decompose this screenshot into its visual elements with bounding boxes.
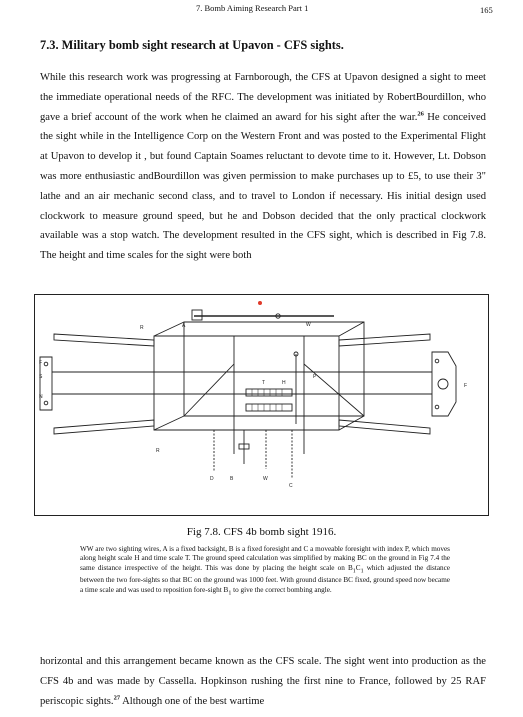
- backsight-block: [192, 310, 202, 320]
- scale-ticks: [252, 389, 282, 411]
- label-R-bottom: R: [156, 448, 160, 454]
- label-S: S: [39, 374, 43, 380]
- note-text-b: which adjusted the distance between the two fore-sights so that BC on the ground was 1000 feet. With ground distance BC fixed, ground speed now became a time scale and was used to reposition fore-sight B: [80, 563, 450, 594]
- right-bar-top: [339, 334, 430, 346]
- label-A: A: [182, 323, 186, 329]
- label-C: C: [289, 483, 293, 489]
- para1-text-b: He conceived the sight while in the Intelligence Corp on the Western Front and was posted to the Experimental Flight at Upavon to develop it , but found Captain Soames reluctant to devote time to it. However, Lt. Dobson was more enthusiastic andBourdillon was given permission to make purchases up to £5, to use their 3" lathe and an air mechanic second class, and to travel to London if necessary. His initial design used clockwork to measure ground speed, but he and Dobson decided that the only practical clockwork available was a stop watch. The development resulted in the CFS sight, which is described in Fig 7.8. The height and time scales for the sight were both: [40, 111, 486, 262]
- note-sub-3: 1: [228, 590, 232, 597]
- bomb-sight-drawing: [34, 294, 489, 516]
- label-W-top: W: [306, 322, 311, 328]
- right-bracket-hole-1: [435, 359, 439, 363]
- para1-text-a: While this research work was progressing at Farnborough, the CFS at Upavon designed a sight to meet the immediate operational needs of the RFC. The development was initiated by RobertBourdillon, who gave a brief account of the work when he claimed an award for his sight after the war.: [40, 72, 486, 123]
- label-P: P: [313, 374, 317, 380]
- body-paragraph-1: [40, 68, 486, 266]
- scale-bar-t: [246, 389, 292, 396]
- label-F-right: F: [464, 383, 468, 389]
- footnote-ref-26[interactable]: 26: [417, 110, 424, 118]
- running-title: 7. Bomb Aiming Research Part 1: [196, 3, 309, 13]
- label-W-bottom: W: [263, 476, 268, 482]
- label-H: H: [282, 380, 286, 386]
- left-bar-bottom: [54, 420, 154, 434]
- running-header: [0, 3, 523, 17]
- label-N: N: [39, 394, 43, 400]
- bomb-sight-figure: [34, 294, 489, 516]
- right-bracket-hub: [438, 379, 448, 389]
- figure-caption-note: [80, 545, 450, 598]
- label-F-left: F: [39, 360, 43, 366]
- right-bracket-hole-2: [435, 405, 439, 409]
- body-paragraph-2: [40, 652, 486, 711]
- label-D: D: [210, 476, 214, 482]
- note-text-a: WW are two sighting wires, A is a fixed backsight, B is a fixed foresight and C a moveable foresight with index P, which moves along height scale H and time scale T. The ground speed calculation was simplified by making BC on the ground in Fig 7.4 the same distance irrespective of the height. This was done by placing the height scale on B: [80, 545, 450, 572]
- note-sub-1: 1: [352, 568, 356, 575]
- page-number: 165: [480, 5, 493, 15]
- para2-text-b: Although one of the best wartime: [120, 695, 265, 707]
- figure-caption: Fig 7.8. CFS 4b bomb sight 1916.: [186, 526, 337, 538]
- left-bracket-hole-2: [44, 401, 48, 405]
- left-bar-top: [54, 334, 154, 346]
- scale-bar-h: [246, 404, 292, 411]
- para2-text-a: horizontal and this arrangement became known as the CFS scale. The sight went into production as the CFS 4b and was made by Cassella. Hopkinson rushing the first nine to France, followed by 25 RAF periscopic sights.: [40, 656, 486, 707]
- note-c: C: [355, 563, 361, 572]
- section-heading: 7.3. Military bomb sight research at Upavon - CFS sights.: [40, 38, 344, 52]
- note-text-c: to give the correct bombing angle.: [231, 585, 332, 594]
- label-B: B: [230, 476, 234, 482]
- label-T: T: [262, 380, 266, 386]
- label-R-top: R: [140, 325, 144, 331]
- figure-frame: [35, 295, 489, 516]
- note-sub-2: 1: [360, 568, 364, 575]
- left-bracket-hole-1: [44, 362, 48, 366]
- footnote-ref-27[interactable]: 27: [113, 694, 121, 702]
